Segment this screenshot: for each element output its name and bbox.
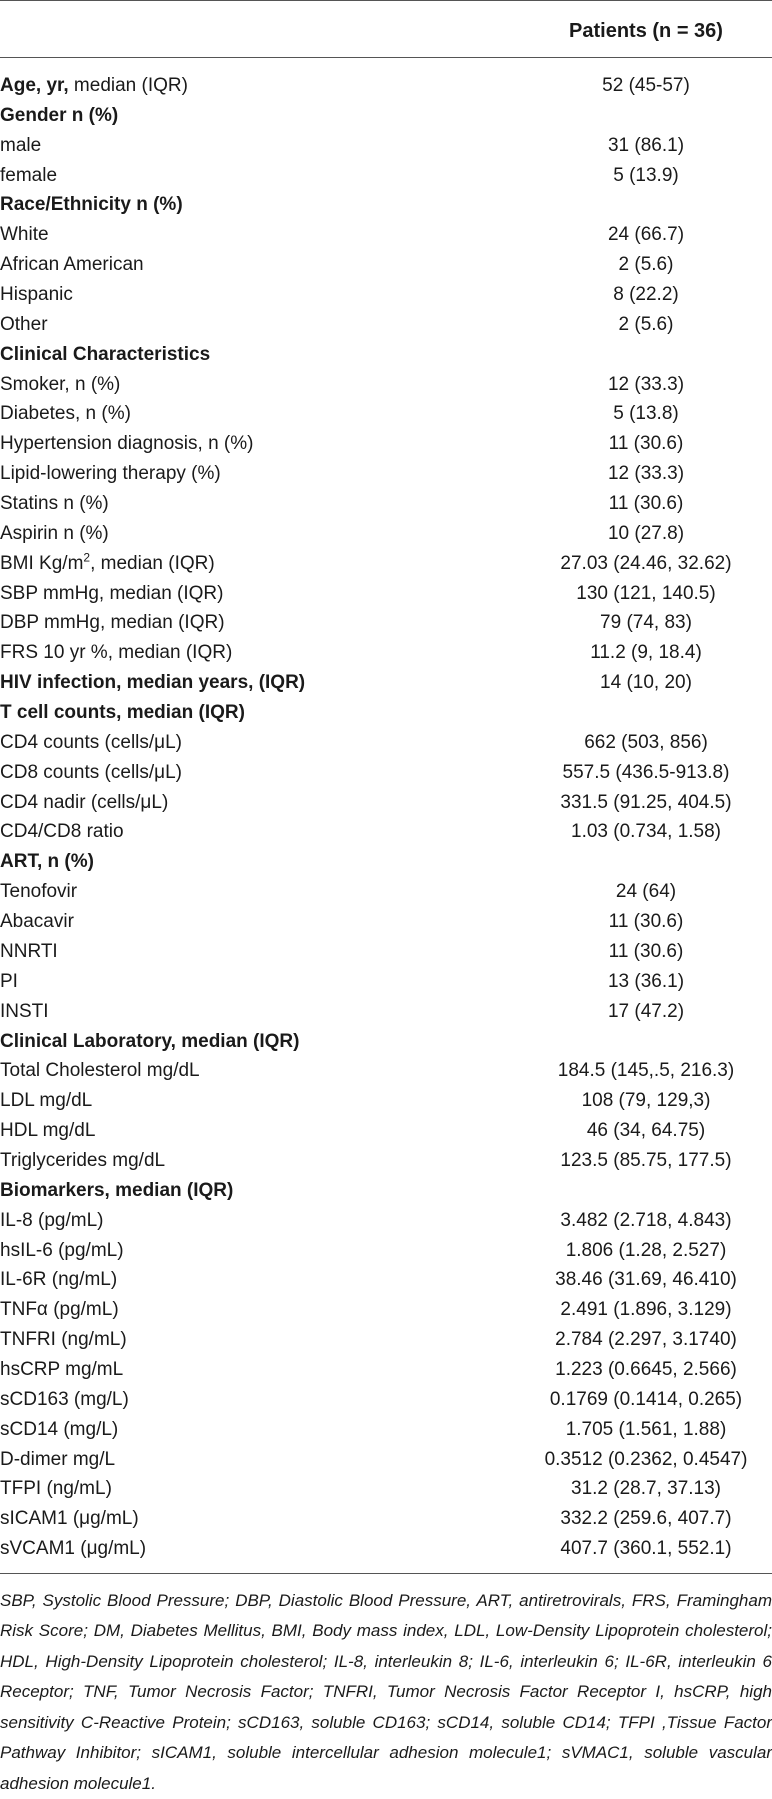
table-row	[0, 280, 772, 310]
table-row	[0, 1474, 772, 1504]
row-label-text: DBP mmHg, median (IQR)	[0, 612, 225, 634]
table-row	[0, 758, 772, 788]
row-label-text: Abacavir	[0, 911, 74, 933]
row-label	[0, 877, 77, 907]
table-row	[0, 1086, 772, 1116]
row-value: 12 (33.3)	[607, 463, 685, 485]
row-value: 557.5 (436.5-913.8)	[562, 761, 730, 783]
row-label	[0, 1355, 123, 1385]
row-label	[0, 250, 144, 280]
row-label-text: Statins n (%)	[0, 493, 109, 515]
row-label-text: Total Cholesterol mg/dL	[0, 1060, 200, 1082]
section-label	[0, 190, 183, 220]
table-row	[0, 519, 772, 549]
table-footnote: SBP, Systolic Blood Pressure; DBP, Diastolic Blood Pressure, ART, antiretrovirals, FRS, Framingham Risk Score; DM, Diabetes Mellitus, BMI, Body mass index, LDL, Low-Density Lipoprotein cholesterol; HDL, High-Density Lipoprotein cholesterol; IL-8, interleukin 8; IL-6, interleukin 6; IL-6R, interleukin 6 Receptor; TNF, Tumor Necrosis Factor; TNFRI, Tumor Necrosis Factor Receptor I, hsCRP, high sensitivity C-Reactive Protein; sCD163, soluble CD163; sCD14, soluble CD14; TFPI ,Tissue Factor Pathway Inhibitor; sICAM1, soluble intercellular adhesion molecule1; sVMAC1, soluble vascular adhesion molecule1.	[0, 1590, 772, 1793]
row-value: 331.5 (91.25, 404.5)	[560, 791, 732, 813]
section-label	[0, 1027, 299, 1057]
row-label	[0, 788, 168, 818]
row-value: 407.7 (360.1, 552.1)	[560, 1538, 732, 1560]
row-label-text: hsCRP mg/mL	[0, 1358, 124, 1380]
table-row	[0, 220, 772, 250]
row-label-text: CD4/CD8 ratio	[0, 821, 124, 843]
row-label-text: Other	[0, 313, 48, 335]
section-header-row	[0, 190, 772, 220]
row-label	[0, 728, 182, 758]
row-label-text: Lipid-lowering therapy (%)	[0, 463, 221, 485]
row-value: 31 (86.1)	[607, 134, 685, 156]
row-label	[0, 1056, 200, 1086]
row-label	[0, 997, 49, 1027]
section-title: Clinical Laboratory, median (IQR)	[0, 1030, 300, 1052]
row-value: 38.46 (31.69, 46.410)	[555, 1269, 737, 1291]
row-value: 2 (5.6)	[618, 254, 674, 276]
row-label-text: Hypertension diagnosis, n (%)	[0, 433, 254, 455]
row-label	[0, 280, 73, 310]
row-value: 662 (503, 856)	[584, 731, 708, 753]
row-value: 1.705 (1.561, 1.88)	[565, 1418, 727, 1440]
row-label	[0, 1504, 139, 1534]
table-row	[0, 1146, 772, 1176]
section-label	[0, 101, 118, 131]
row-label	[0, 549, 215, 579]
row-value: 11 (30.6)	[608, 433, 684, 455]
section-label	[0, 847, 94, 877]
row-label-text: Triglycerides mg/dL	[0, 1149, 166, 1171]
row-label-text: hsIL-6 (pg/mL)	[0, 1239, 124, 1261]
table-row	[0, 1265, 772, 1295]
table-row	[0, 1325, 772, 1355]
column-header-patients: Patients (n = 36)	[569, 20, 723, 42]
table-row	[0, 1504, 772, 1534]
row-value: 5 (13.9)	[613, 164, 679, 186]
row-label-text: TFPI (ng/mL)	[0, 1478, 112, 1500]
row-value: 27.03 (24.46, 32.62)	[560, 552, 732, 574]
row-label	[0, 1474, 112, 1504]
row-label	[0, 937, 58, 967]
table-row	[0, 1445, 772, 1475]
table-row	[0, 1116, 772, 1146]
table-row	[0, 788, 772, 818]
row-label	[0, 638, 232, 668]
row-value: 24 (66.7)	[607, 224, 685, 246]
row-label	[0, 1325, 127, 1355]
row-value: 184.5 (145,.5, 216.3)	[557, 1060, 735, 1082]
row-value: 11 (30.6)	[608, 493, 684, 515]
row-label-text: PI	[0, 970, 18, 992]
row-value: 11.2 (9, 18.4)	[590, 642, 702, 664]
row-label	[0, 1415, 118, 1445]
row-label	[0, 608, 225, 638]
row-label	[0, 758, 182, 788]
row-value: 5 (13.8)	[613, 403, 679, 425]
row-label	[0, 1146, 165, 1176]
table-header	[0, 1, 772, 57]
section-header-row	[0, 340, 772, 370]
row-label	[0, 489, 109, 519]
row-value: 2 (5.6)	[618, 313, 674, 335]
table-row	[0, 1534, 772, 1564]
row-label-text: sCD14 (mg/L)	[0, 1418, 119, 1440]
row-label-text: median (IQR)	[68, 75, 188, 96]
row-label-text: INSTI	[0, 1000, 49, 1022]
section-header-row	[0, 101, 772, 131]
row-label	[0, 1295, 119, 1325]
section-title: Race/Ethnicity n (%)	[0, 194, 183, 216]
table-row	[0, 459, 772, 489]
row-label-text: CD8 counts (cells/μL)	[0, 761, 183, 783]
row-value: 52 (45-57)	[602, 75, 690, 96]
row-label-superscript: 2	[83, 550, 91, 565]
row-label	[0, 1385, 129, 1415]
row-label	[0, 370, 120, 400]
row-value: 79 (74, 83)	[600, 612, 692, 634]
table-row	[0, 310, 772, 340]
row-value: 0.1769 (0.1414, 0.265)	[549, 1388, 743, 1410]
row-value: 10 (27.8)	[607, 522, 685, 544]
row-label	[0, 161, 57, 191]
table-row	[0, 579, 772, 609]
row-label-text: male	[0, 134, 42, 156]
row-label-suffix: , median (IQR)	[90, 552, 215, 574]
table-row	[0, 1295, 772, 1325]
row-label	[0, 1534, 146, 1564]
table-row	[0, 161, 772, 191]
row-value: 1.806 (1.28, 2.527)	[565, 1239, 727, 1261]
section-header-row	[0, 847, 772, 877]
row-label-text: SBP mmHg, median (IQR)	[0, 582, 224, 604]
table-row	[0, 728, 772, 758]
row-label-text: sVCAM1 (μg/mL)	[0, 1538, 147, 1560]
table-row	[0, 638, 772, 668]
table-row	[0, 1236, 772, 1266]
table-row	[0, 1206, 772, 1236]
table-row	[0, 997, 772, 1027]
section-title: ART, n (%)	[0, 851, 94, 873]
section-label	[0, 668, 305, 698]
row-value: 332.2 (259.6, 407.7)	[560, 1508, 732, 1530]
row-label-text: Tenofovir	[0, 881, 78, 903]
row-value: 17 (47.2)	[607, 1000, 685, 1022]
row-label	[0, 399, 131, 429]
table-row	[0, 608, 772, 638]
row-label	[0, 429, 253, 459]
row-value: 13 (36.1)	[607, 970, 685, 992]
table-row	[0, 489, 772, 519]
table-row	[0, 907, 772, 937]
table-row	[0, 967, 772, 997]
row-value: 24 (64)	[615, 881, 677, 903]
row-label-text: HDL mg/dL	[0, 1120, 96, 1142]
section-title: T cell counts, median (IQR)	[0, 702, 245, 724]
table-row	[0, 1355, 772, 1385]
row-label	[0, 579, 223, 609]
row-label-text: TNFα (pg/mL)	[0, 1299, 119, 1321]
row-value: 0.3512 (0.2362, 0.4547)	[544, 1448, 748, 1470]
section-title: HIV infection, median years, (IQR)	[0, 672, 306, 694]
table-row	[0, 817, 772, 847]
row-label-bold: Age, yr,	[0, 75, 69, 96]
table-row	[0, 429, 772, 459]
table-row	[0, 131, 772, 161]
row-label-text: sCD163 (mg/L)	[0, 1388, 129, 1410]
row-value: 108 (79, 129,3)	[581, 1090, 711, 1112]
section-header-row	[0, 698, 772, 728]
row-label	[0, 220, 49, 250]
row-value: 1.223 (0.6645, 2.566)	[555, 1358, 737, 1380]
row-label	[0, 967, 18, 997]
row-value: 31.2 (28.7, 37.13)	[571, 1478, 721, 1500]
row-value: 2.491 (1.896, 3.129)	[560, 1299, 732, 1321]
row-label-text: Aspirin n (%)	[0, 522, 109, 544]
table-row	[0, 1056, 772, 1086]
table-row	[0, 1385, 772, 1415]
table-row	[0, 937, 772, 967]
row-label-text: CD4 nadir (cells/μL)	[0, 791, 169, 813]
row-label-text: FRS 10 yr %, median (IQR)	[0, 642, 233, 664]
row-label	[0, 1445, 115, 1475]
row-label-text: CD4 counts (cells/μL)	[0, 731, 183, 753]
section-label	[0, 698, 245, 728]
row-label-text: sICAM1 (μg/mL)	[0, 1508, 139, 1530]
row-label-text: BMI Kg/m	[0, 552, 84, 574]
table-row	[0, 877, 772, 907]
row-value: 1.03 (0.734, 1.58)	[571, 821, 721, 843]
row-label	[0, 310, 48, 340]
row-label	[0, 1206, 103, 1236]
row-label-text: TNFRI (ng/mL)	[0, 1329, 127, 1351]
row-label-text: female	[0, 164, 58, 186]
table-row	[0, 1415, 772, 1445]
section-label	[0, 340, 210, 370]
row-label-text: Hispanic	[0, 284, 73, 306]
row-label-text: NNRTI	[0, 940, 58, 962]
row-label-text: African American	[0, 254, 144, 276]
row-label	[0, 817, 124, 847]
row-label-text: Diabetes, n (%)	[0, 403, 131, 425]
table-row	[0, 250, 772, 280]
row-value: 11 (30.6)	[608, 911, 684, 933]
row-value: 2.784 (2.297, 3.1740)	[555, 1329, 737, 1351]
row-label-text: IL-6R (ng/mL)	[0, 1269, 118, 1291]
table-row	[0, 549, 772, 579]
row-label	[0, 907, 74, 937]
section-header-row	[0, 1027, 772, 1057]
row-value: 130 (121, 140.5)	[576, 582, 716, 604]
row-label	[0, 1086, 92, 1116]
row-value: 11 (30.6)	[608, 940, 684, 962]
row-value: 3.482 (2.718, 4.843)	[560, 1209, 732, 1231]
table-body	[0, 58, 772, 1564]
row-label	[0, 519, 109, 549]
row-label-text: Smoker, n (%)	[0, 373, 121, 395]
row-label-text: LDL mg/dL	[0, 1090, 93, 1112]
row-value: 46 (34, 64.75)	[586, 1120, 706, 1142]
section-title: Biomarkers, median (IQR)	[0, 1179, 234, 1201]
row-label-text: IL-8 (pg/mL)	[0, 1209, 104, 1231]
row-label	[0, 1116, 95, 1146]
row-value: 12 (33.3)	[607, 373, 685, 395]
section-title: Clinical Characteristics	[0, 343, 211, 365]
row-label	[0, 71, 188, 101]
section-header-row	[0, 668, 772, 698]
row-value: 14 (10, 20)	[600, 672, 692, 694]
row-value: 123.5 (85.75, 177.5)	[560, 1149, 732, 1171]
table-row	[0, 71, 772, 101]
section-header-row	[0, 1176, 772, 1206]
row-label	[0, 1236, 124, 1266]
section-label	[0, 1176, 233, 1206]
row-label-text: D-dimer mg/L	[0, 1448, 116, 1470]
row-label-text: White	[0, 224, 49, 246]
row-value: 8 (22.2)	[613, 284, 679, 306]
section-title: Gender n (%)	[0, 104, 119, 126]
row-label	[0, 1265, 117, 1295]
table-row	[0, 399, 772, 429]
table-row	[0, 370, 772, 400]
row-label	[0, 459, 221, 489]
row-label	[0, 131, 41, 161]
